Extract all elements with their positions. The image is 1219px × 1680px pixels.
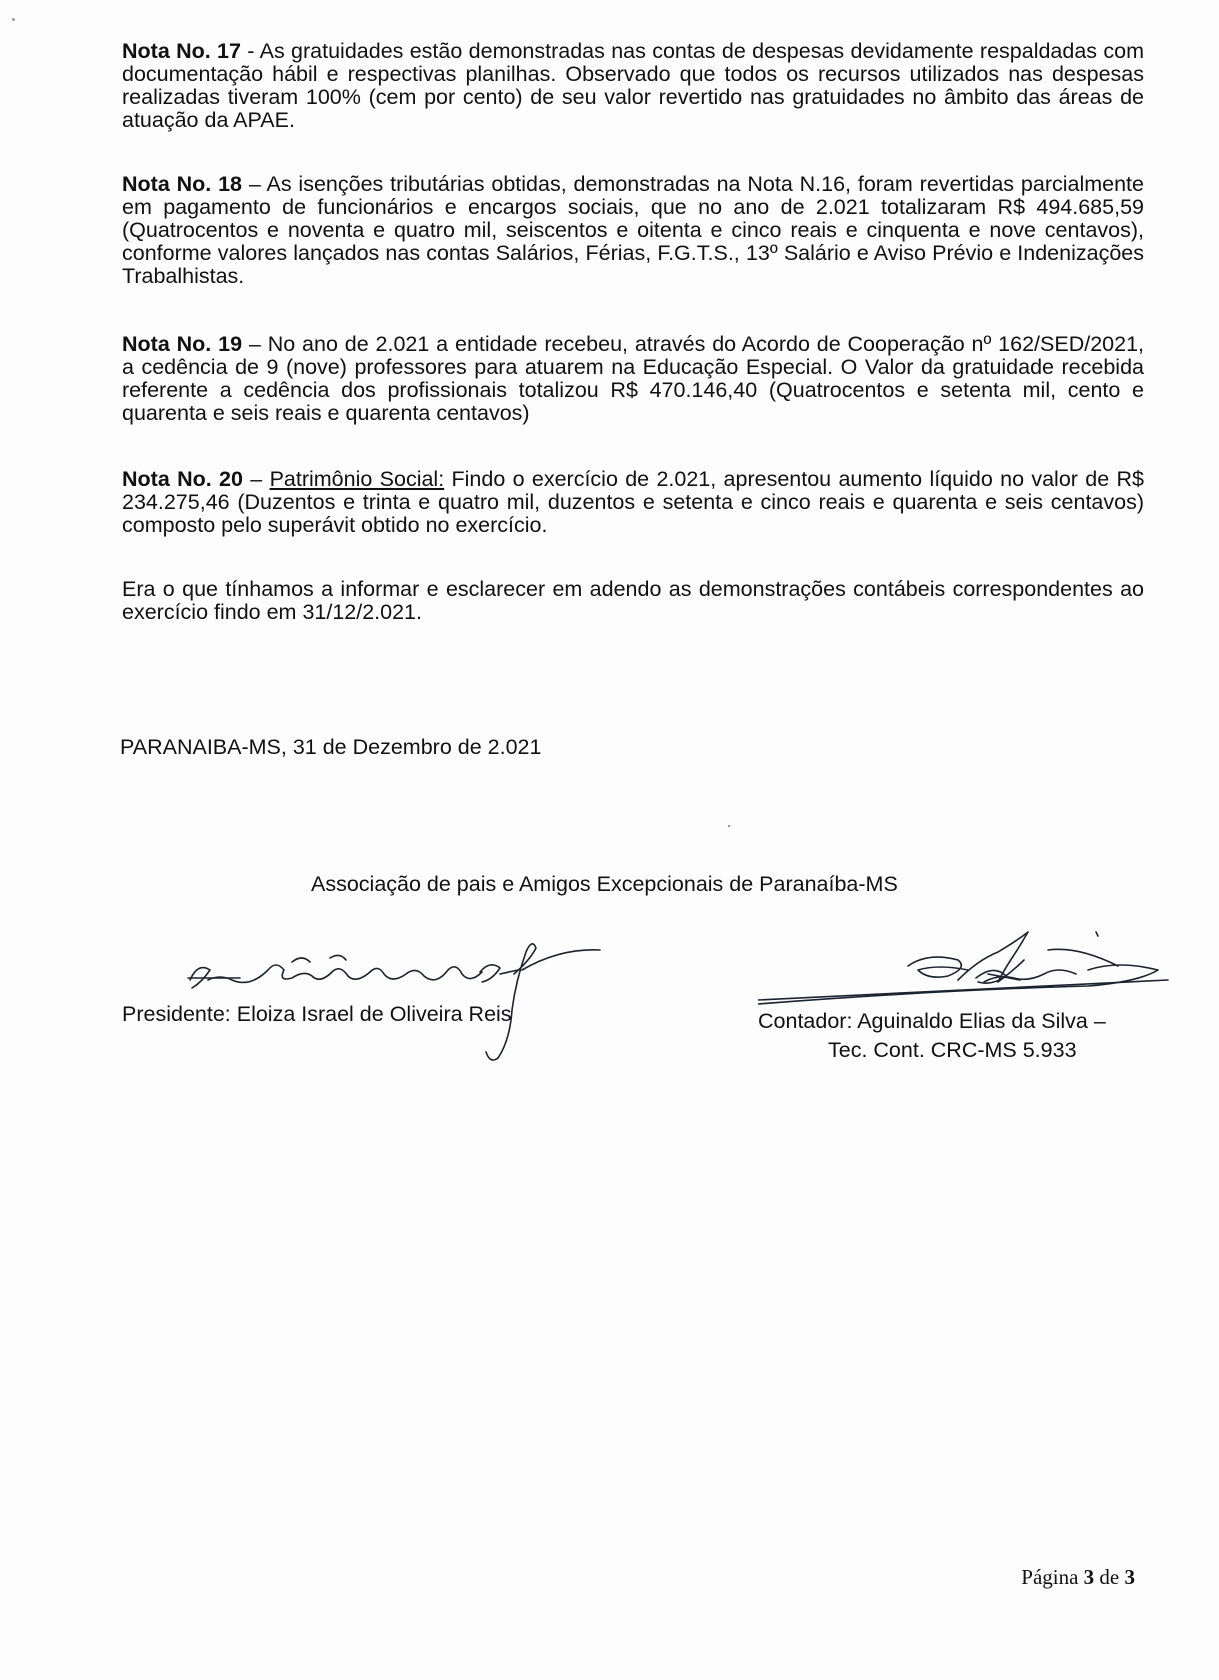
note-18-heading: Nota No. 18 xyxy=(122,172,243,196)
note-20-heading: Nota No. 20 xyxy=(122,467,243,491)
closing-paragraph: Era o que tínhamos a informar e esclarecer em adendo as demonstrações contábeis correspondentes ao exercício findo em 31/12/2.021. xyxy=(122,577,1144,624)
note-separator: – xyxy=(242,467,270,491)
note-18-text: As isenções tributárias obtidas, demonstradas na Nota N.16, foram revertidas parcialmente em pagamento de funcionários e encargos sociais, que no ano de 2.021 totalizaram R$ 494.685,59 (Quatrocentos e noventa e quatro mil, seiscentos e oitenta e cinco reais e cinquenta e nove centavos), conforme valores lançados nas contas Salários, Férias, F.G.T.S., 13º Salário e Aviso Prévio e Indenizações Trabalhistas. xyxy=(122,172,1144,288)
place-date: PARANAIBA-MS, 31 de Dezembro de 2.021 xyxy=(120,735,542,759)
note-19-heading: Nota No. 19 xyxy=(122,332,243,356)
page-number-current: 3 xyxy=(1083,1565,1095,1589)
scan-artifact xyxy=(12,18,15,21)
accountant-signature-label xyxy=(758,1007,1106,1065)
note-17-paragraph xyxy=(122,40,1144,132)
note-separator: – xyxy=(242,332,268,356)
note-17-heading: Nota No. 17 xyxy=(122,39,241,63)
note-separator: - xyxy=(240,39,260,63)
note-17-text: As gratuidades estão demonstradas nas contas de despesas devidamente respaldadas com documentação hábil e respectivas planilhas. Observado que todos os recursos utilizados nas despesas realizadas tiveram 100% (cem por cento) de seu valor revertido nas gratuidades no âmbito das áreas de atuação da APAE. xyxy=(122,39,1145,132)
president-signature-label: Presidente: Eloiza Israel de Oliveira Reis xyxy=(122,1002,512,1026)
page-number-total: 3 xyxy=(1124,1565,1135,1589)
note-20-text: Findo o exercício de 2.021, apresentou aumento líquido no valor de R$ 234.275,46 (Duzentos e trinta e quatro mil, duzentos e setenta e cinco reais e quarenta e seis centavos) composto pelo superávit obtido no exercício. xyxy=(122,467,1144,537)
accountant-name: Contador: Aguinaldo Elias da Silva – xyxy=(758,1009,1106,1033)
note-18-paragraph xyxy=(122,173,1144,288)
accountant-registration: Tec. Cont. CRC-MS 5.933 xyxy=(828,1038,1077,1062)
scan-artifact xyxy=(728,825,730,827)
organization-name: Associação de pais e Amigos Excepcionais de Paranaíba-MS xyxy=(311,872,898,896)
note-20-subheading: Patrimônio Social: xyxy=(269,467,445,491)
note-19-paragraph xyxy=(122,333,1144,425)
note-separator: – xyxy=(242,172,267,196)
note-19-text: No ano de 2.021 a entidade recebeu, através do Acordo de Cooperação nº 162/SED/2021, a cedência de 9 (nove) professores para atuarem na Educação Especial. O Valor da gratuidade recebida referente a cedência dos profissionais totalizou R$ 470.146,40 (Quatrocentos e setenta mil, cento e quarenta e seis reais e quarenta centavos) xyxy=(122,332,1144,425)
note-20-paragraph xyxy=(122,468,1144,537)
page-number-separator: de xyxy=(1099,1565,1120,1589)
page-number-prefix: Página xyxy=(1021,1565,1079,1589)
page-number xyxy=(1021,1565,1135,1590)
